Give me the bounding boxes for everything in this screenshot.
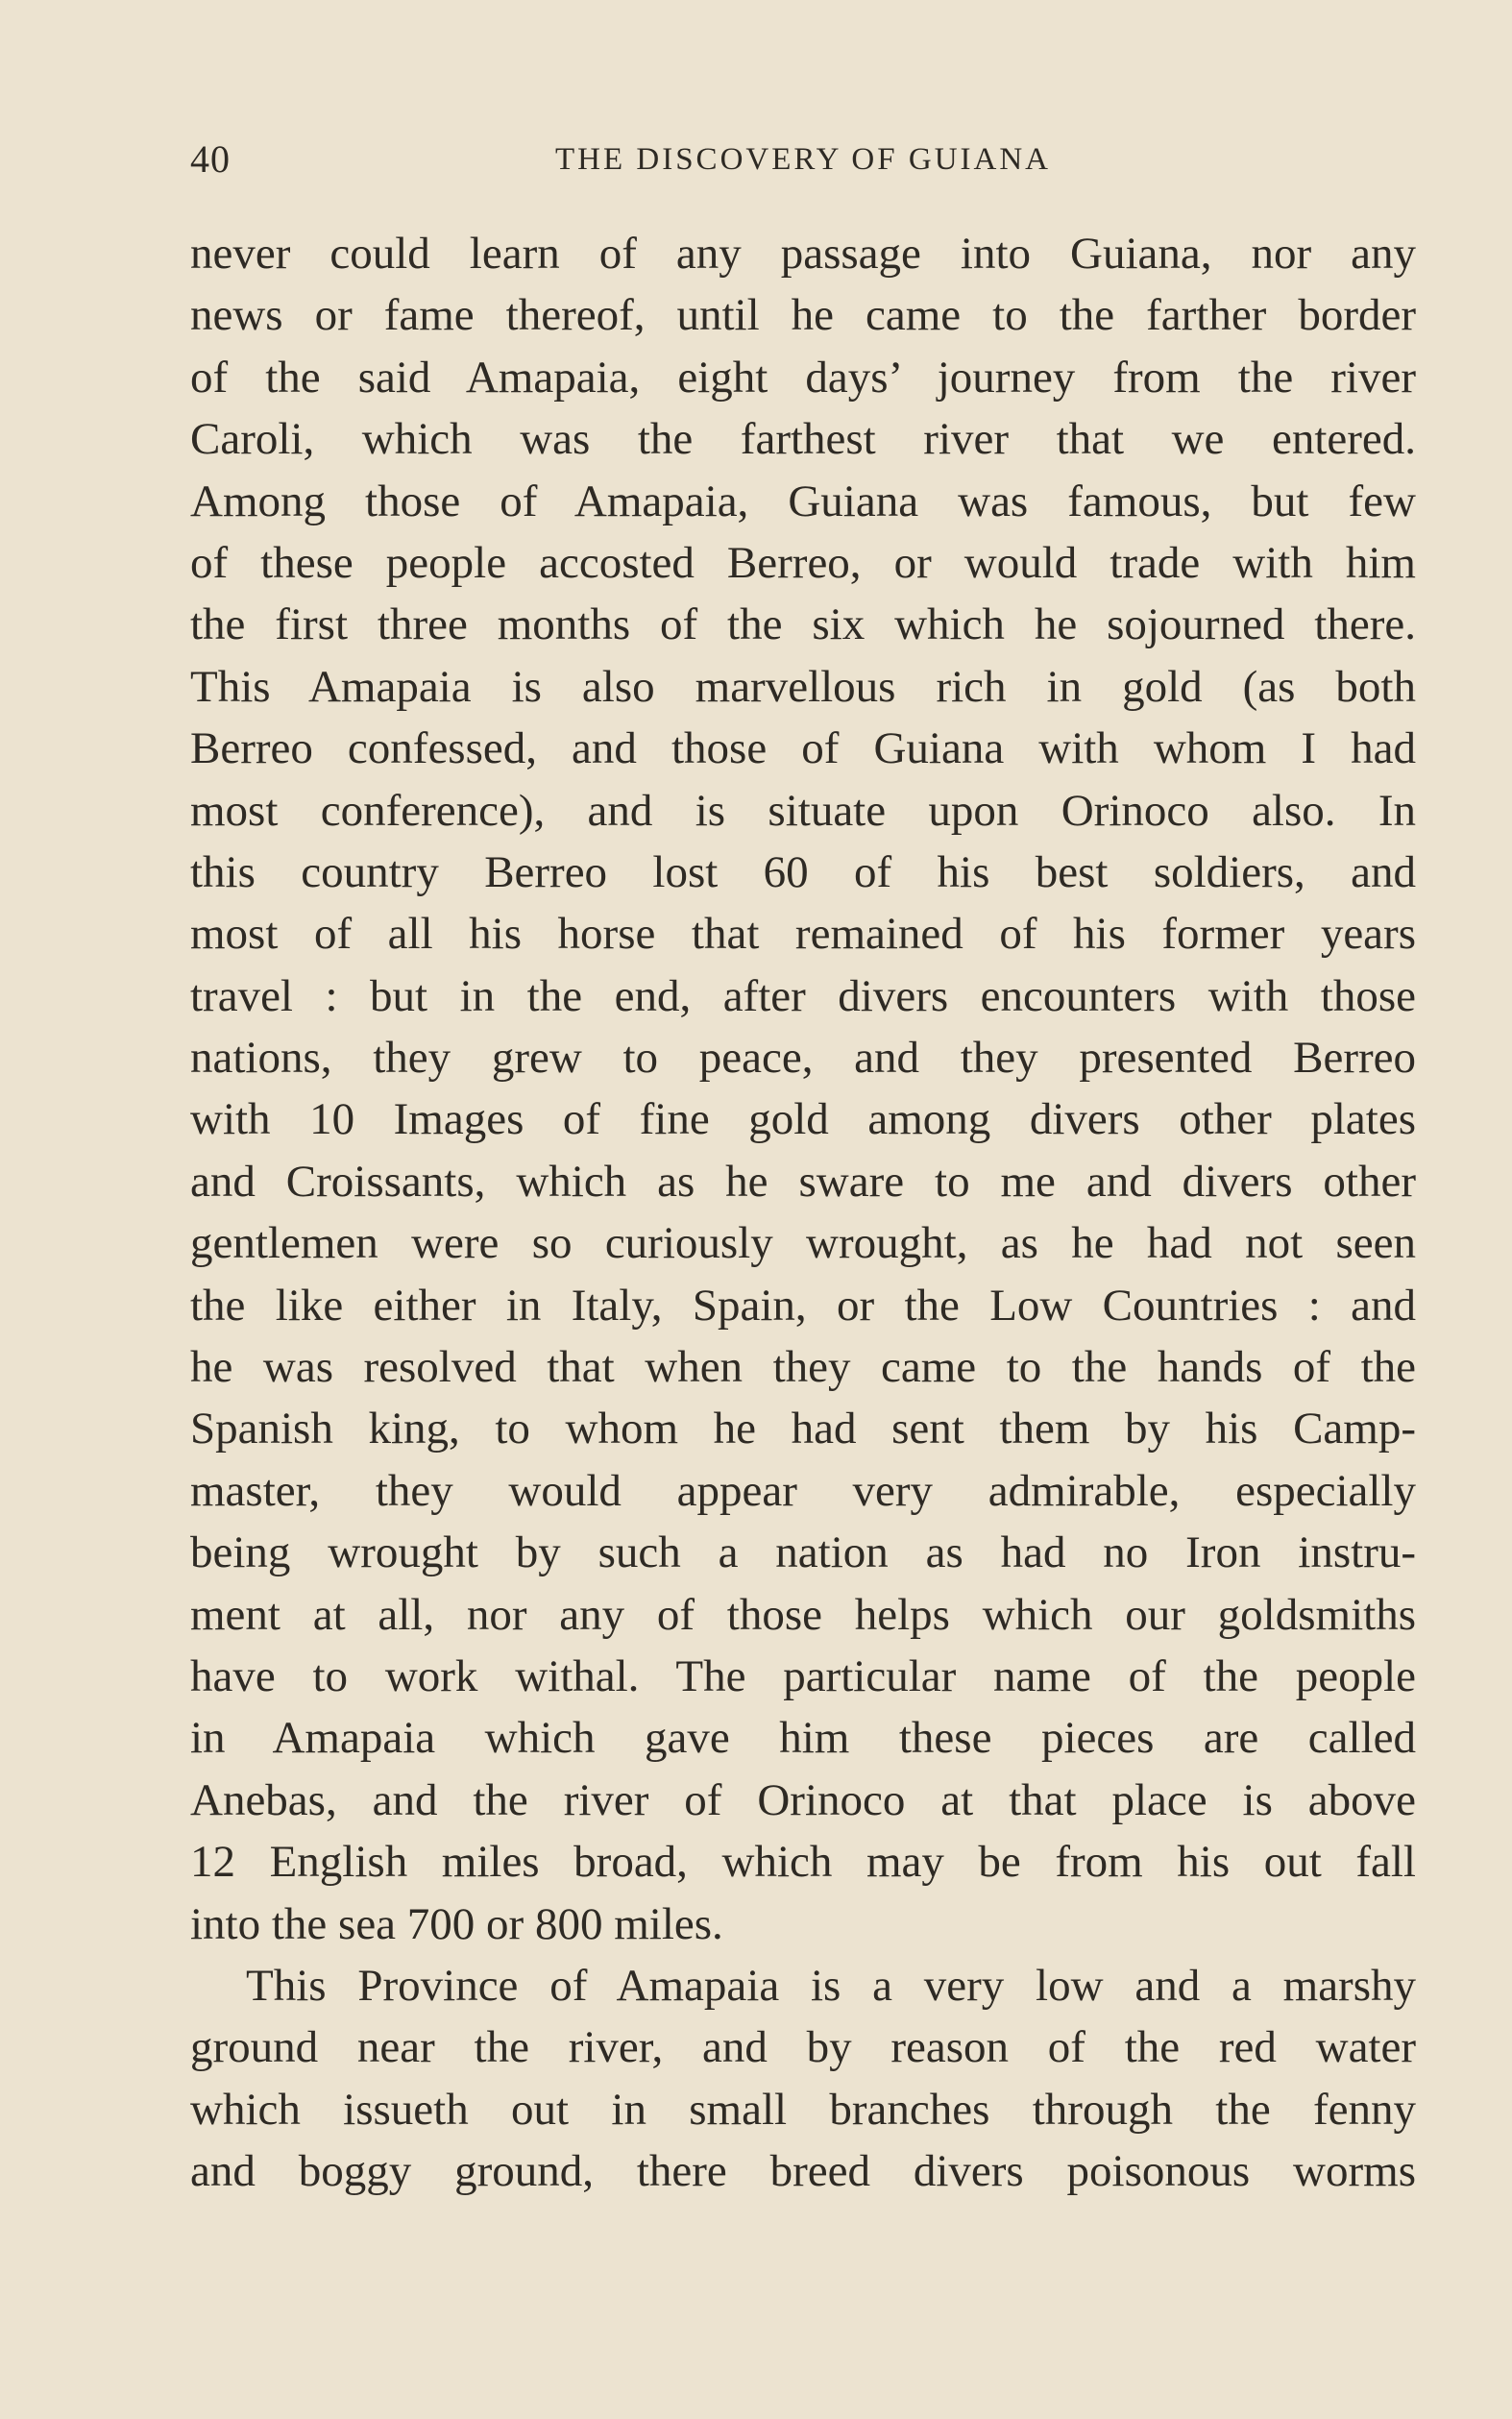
paragraph-1 bbox=[190, 223, 1416, 1955]
text-line: master, they would appear very admirable, especially bbox=[190, 1465, 1416, 1516]
text-line: and boggy ground, there breed divers poisonous worms bbox=[190, 2146, 1416, 2197]
text-line: never could learn of any passage into Guiana, nor any bbox=[190, 229, 1416, 279]
text-line: Berreo confessed, and those of Guiana with whom I had bbox=[190, 723, 1416, 774]
text-line: of these people accosted Berreo, or would trade with him bbox=[190, 537, 1416, 588]
text-line: into the sea 700 or 800 miles. bbox=[190, 1898, 723, 1949]
text-line: Caroli, which was the farthest river that we entered. bbox=[190, 414, 1416, 465]
text-line: and Croissants, which as he sware to me and divers other bbox=[190, 1156, 1416, 1207]
text-line: ment at all, nor any of those helps which our goldsmiths bbox=[190, 1589, 1416, 1640]
text-line: this country Berreo lost 60 of his best soldiers, and bbox=[190, 846, 1416, 897]
running-head bbox=[190, 136, 1416, 183]
text-line: travel : but in the end, after divers encounters with those bbox=[190, 970, 1416, 1021]
text-line: of the said Amapaia, eight days’ journey from the river bbox=[190, 352, 1416, 403]
body-text bbox=[190, 223, 1416, 2203]
text-line: he was resolved that when they came to the hands of the bbox=[190, 1342, 1416, 1393]
text-line: have to work withal. The particular name of the people bbox=[190, 1650, 1416, 1701]
text-line: in Amapaia which gave him these pieces are called bbox=[190, 1713, 1416, 1764]
text-line: Anebas, and the river of Orinoco at that place is above bbox=[190, 1774, 1416, 1825]
text-line: gentlemen were so curiously wrought, as he had not seen bbox=[190, 1218, 1416, 1269]
text-line: 12 English miles broad, which may be from his out fall bbox=[190, 1837, 1416, 1888]
page-number: 40 bbox=[190, 137, 231, 181]
text-line: ground near the river, and by reason of the red water bbox=[190, 2022, 1416, 2073]
text-line: This Province of Amapaia is a very low and a marshy bbox=[246, 1960, 1416, 2011]
text-line: Spanish king, to whom he had sent them by his Camp- bbox=[190, 1404, 1416, 1454]
text-line: which issueth out in small branches through the fenny bbox=[190, 2084, 1416, 2135]
text-line: most conference), and is situate upon Orinoco also. In bbox=[190, 785, 1416, 836]
text-line: Among those of Amapaia, Guiana was famous, but few bbox=[190, 476, 1416, 526]
text-line: nations, they grew to peace, and they presented Berreo bbox=[190, 1033, 1416, 1084]
text-line: most of all his horse that remained of his former years bbox=[190, 909, 1416, 960]
paragraph-2 bbox=[190, 1955, 1416, 2203]
text-line: news or fame thereof, until he came to the farther border bbox=[190, 290, 1416, 341]
text-line: This Amapaia is also marvellous rich in gold (as both bbox=[190, 661, 1416, 712]
text-line: with 10 Images of fine gold among divers other plates bbox=[190, 1094, 1416, 1145]
text-line: the like either in Italy, Spain, or the Low Countries : and bbox=[190, 1280, 1416, 1331]
text-line: the first three months of the six which he sojourned there. bbox=[190, 599, 1416, 650]
text-line: being wrought by such a nation as had no Iron instru- bbox=[190, 1527, 1416, 1578]
running-title: THE DISCOVERY OF GUIANA bbox=[554, 142, 1052, 177]
